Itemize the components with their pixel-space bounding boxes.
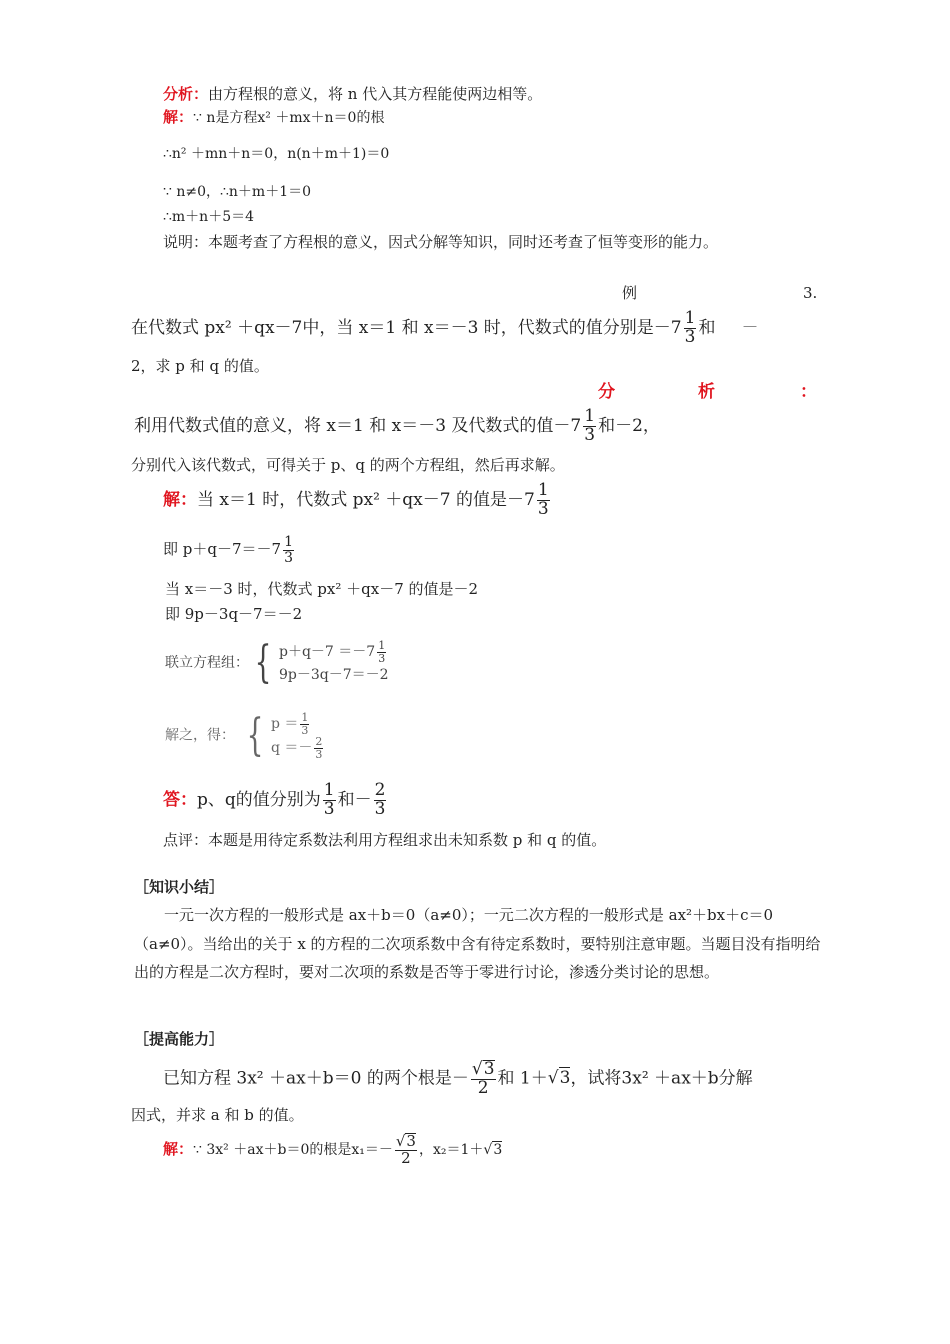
equation-system [165,637,389,689]
solution-step-1: ∵ n是方程x² ＋mx＋n＝0的根 [193,110,385,126]
analysis-line [163,85,542,103]
statement-text-c: ，试将3x² ＋ax＋b分解 [570,1068,753,1089]
analysis-heading-colon: ： [800,382,817,402]
improve-heading: ［提高能力］ [134,1030,225,1048]
solution-step-4: ∴m＋n＋5＝4 [163,209,255,225]
fraction-denominator: 3 [301,723,309,737]
fraction-two-thirds [314,736,323,760]
system-label: 联立方程组： [165,654,249,671]
fraction-denominator: 3 [284,549,293,566]
fraction-denominator: 3 [374,798,386,819]
answer-and: 和－ [337,789,372,810]
solution-text-a: ∵ 3x² ＋ax＋b＝0的根是x₁＝－ [193,1141,393,1158]
equation-text: 即 p＋q－7＝－7 [163,540,282,559]
solution-brace-group [241,712,325,760]
solution-step-2: ∴n² ＋mn＋n＝0，n(n＋m＋1)＝0 [163,146,390,162]
fraction-numerator: 2 [374,780,386,800]
fraction-numerator: 1 [584,406,596,426]
fraction-one-third [537,482,550,519]
fraction-denominator: 3 [584,424,596,445]
solution-line-1 [163,108,384,127]
analysis-heading-fen: 分 [598,382,615,402]
solution-label: 解： [163,108,194,126]
answer-line [163,782,388,819]
system-row-1: p＋q－7 ＝－7 $\frac{1}{3}$ [279,639,386,665]
analysis-text-b: 和－2， [598,415,660,436]
sqrt-radicand: 3 [483,1059,495,1079]
fraction-denominator: 3 [315,747,323,761]
summary-heading: ［知识小结］ [134,878,225,896]
sqrt-three: √3 [547,1068,571,1089]
fraction-numerator: 1 [301,711,309,724]
solve-label: 解之，得： [165,727,235,744]
solution-q: q ＝－ $\frac{2}{3}$ [271,735,323,761]
explanation-note: 说明：本题考查了方程根的意义，因式分解等知识，同时还考查了恒等变形的能力。 [163,233,719,251]
example-number: 3. [803,284,818,302]
solution-line-3: 当 x＝－3 时，代数式 px² ＋qx－7 的值是－2 [165,580,479,598]
analysis-statement [134,408,660,445]
example-label: 例 [622,284,638,302]
example-statement [131,310,758,347]
improve-solution [163,1133,502,1167]
solution-step-3: ∵ n≠0，∴n＋m＋1＝0 [163,184,312,200]
fraction-numerator: √3 [471,1059,495,1079]
fraction-one-third [684,310,697,347]
solution-p: p ＝ $\frac{1}{3}$ [271,711,309,737]
statement-and: 和 [698,317,716,338]
fraction-sqrt3-over-2 [395,1133,417,1167]
fraction-one-third [583,408,596,445]
fraction-denominator: 3 [537,498,549,519]
fraction-one-third [377,640,386,664]
brace-icon: { [246,710,264,762]
fraction-numerator: √3 [395,1132,416,1150]
solution-system [165,712,325,760]
analysis-text: 由方程根的意义，将 n 代入其方程能使两边相等。 [208,85,543,103]
fraction-denominator: 2 [477,1077,489,1098]
fraction-numerator: 1 [378,639,386,652]
fraction-one-third [323,782,336,819]
sqrt-radicand: 3 [406,1132,416,1150]
solution-label: 解： [163,489,197,510]
solution-label: 解： [163,1139,194,1158]
comment-line: 点评：本题是用待定系数法利用方程组求出未知系数 p 和 q 的值。 [163,831,607,849]
answer-text: p、q的值分别为 [197,789,321,810]
solution-text: 当 x＝1 时，代数式 px² ＋qx－7 的值是－7 [197,489,535,510]
fraction-numerator: 1 [684,308,696,328]
fraction-two-thirds [374,782,387,819]
analysis-text-a: 利用代数式值的意义，将 x＝1 和 x＝－3 及代数式的值－7 [134,415,582,436]
solution-equation-1 [163,535,296,565]
solution-equation-2: 即 9p－3q－7＝－2 [165,605,303,623]
answer-label: 答： [163,789,197,810]
solution-first-line [163,482,552,519]
statement-dash: － [741,317,759,338]
statement-text-b: 和 1＋ [497,1068,548,1089]
solution-text-b: ，x₂＝1＋ [418,1141,484,1158]
fraction-numerator: 1 [323,780,335,800]
brace-icon: { [254,637,272,689]
statement-text: 在代数式 px² ＋qx－7中，当 x＝1 和 x＝－3 时，代数式的值分别是－7 [131,317,682,338]
analysis-label: 分析： [163,85,209,103]
improve-statement [163,1060,753,1098]
improve-line-2: 因式，并求 a 和 b 的值。 [131,1106,304,1124]
fraction-one-third [283,535,294,565]
system-row-2: 9p－3q－7＝－2 [279,667,389,684]
fraction-denominator: 3 [684,326,696,347]
analysis-heading-xi: 析 [698,382,715,402]
fraction-denominator: 2 [401,1148,411,1167]
fraction-numerator: 1 [284,534,293,550]
summary-paragraph: 一元一次方程的一般形式是 ax＋b＝0（a≠0）；一元二次方程的一般形式是 ax²＋bx＋c＝0（a≠0）。当给出的关于 x 的方程的二次项系数中含有待定系数时，要特别注意审题。当题目没有指明给出的方程是二次方程时，要对二次项的系数是否等于零进行讨论，渗透分类讨论的思想。 [134,906,821,981]
fraction-denominator: 3 [378,651,386,665]
statement-line-2: 2，求 p 和 q 的值。 [131,357,269,375]
sqrt-radicand: 3 [559,1068,571,1089]
statement-text-a: 已知方程 3x² ＋ax＋b＝0 的两个根是－ [163,1068,469,1089]
fraction-denominator: 3 [323,798,335,819]
fraction-sqrt3-over-2 [471,1060,496,1098]
sqrt-three: √3 [483,1141,503,1158]
sqrt-radicand: 3 [493,1141,503,1158]
analysis-line-2: 分别代入该代数式，可得关于 p、q 的两个方程组，然后再求解。 [131,456,565,474]
fraction-numerator: 2 [315,735,323,749]
fraction-numerator: 1 [537,480,549,500]
fraction-one-third [300,712,309,736]
system-brace-group [249,637,389,689]
